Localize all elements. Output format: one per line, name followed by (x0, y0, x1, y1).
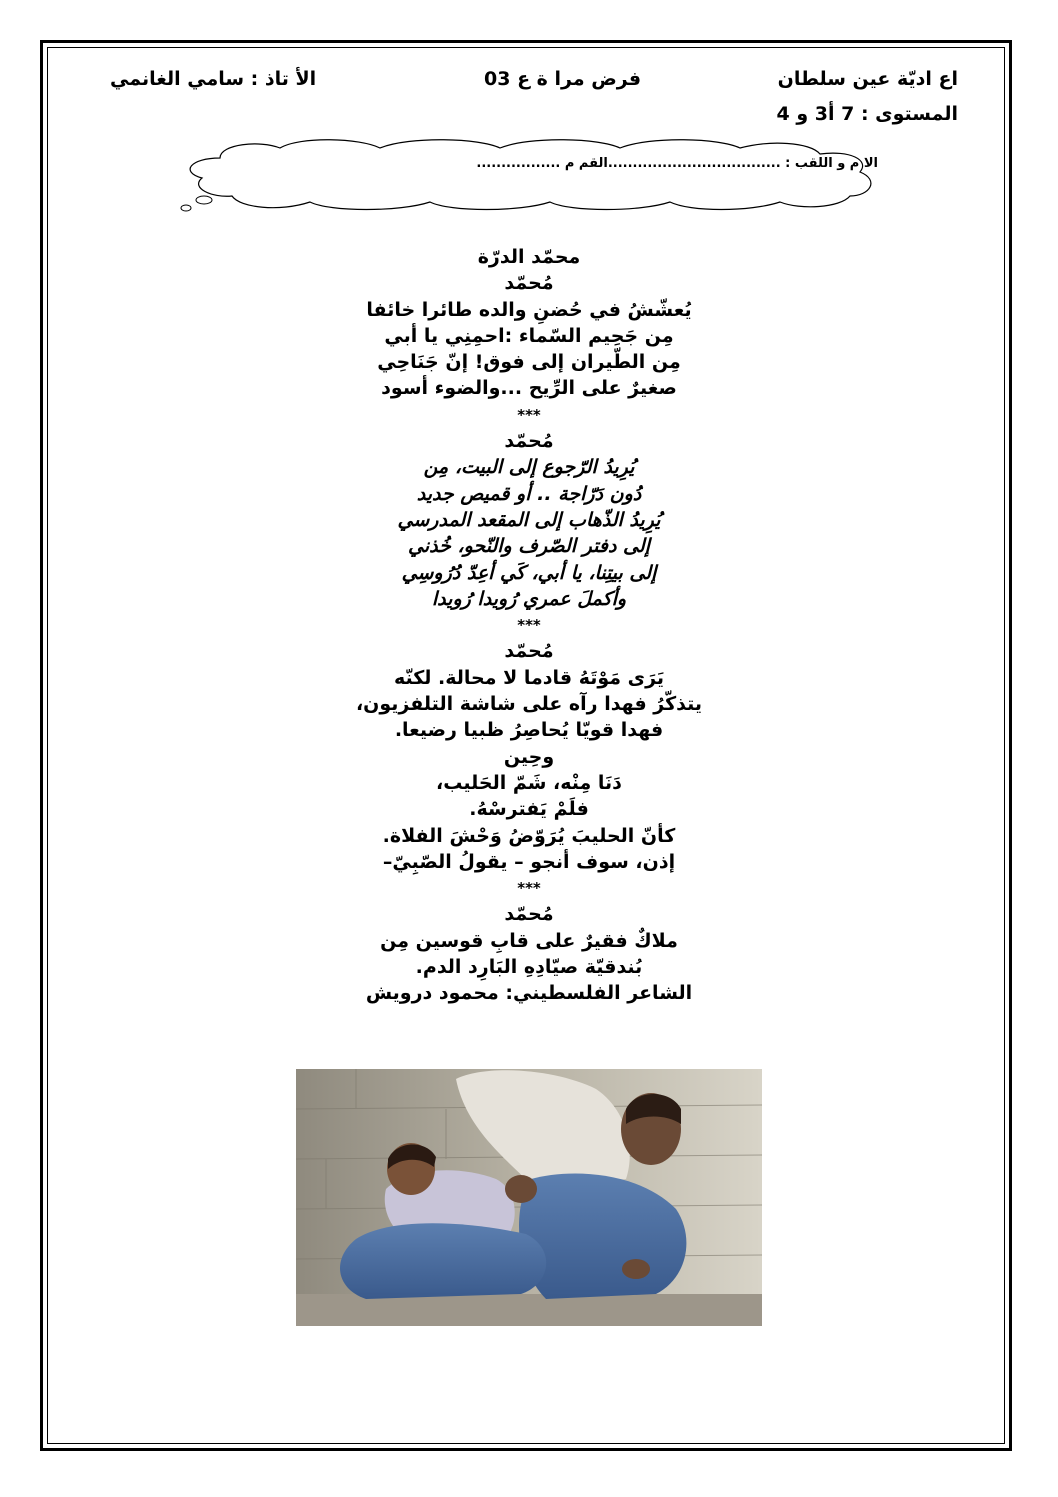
name-and-number-field: الا م و اللقب : ...................................القم م ................. (476, 156, 878, 171)
poem-line: دُون دَرّاجة .. أو قميص جديد (416, 482, 642, 505)
class-level: المستوى : 7 أ3 و 4 (776, 103, 958, 125)
photo-illustration (296, 1069, 762, 1326)
stanza-separator: *** (517, 616, 541, 635)
poem-line: فلَمْ يَفترسْهُ. (469, 798, 589, 821)
stanza-separator: *** (517, 405, 541, 424)
poem-line: وحِين (503, 745, 555, 768)
student-info-cloud (150, 136, 910, 216)
poem-line: مِن الطّيران إلى فوق! إنّ جَنَاحِي (377, 351, 681, 374)
poem-line: كأنّ الحليبَ يُرَوّضُ وَحْشَ الفلاة. (382, 824, 676, 847)
poet-signature: الشاعر الفلسطيني: محمود درويش (365, 982, 693, 1005)
poem (60, 244, 998, 1007)
teacher-name: الأ تاذ : سامي الغانمي (110, 68, 317, 90)
stanza-separator: *** (517, 879, 541, 898)
poem-line: إلى دفتر الصّرف والنّحو، خُذني (408, 535, 650, 558)
poem-line: فهدا قويّا يُحاصِرُ ظبيا رضيعا. (394, 719, 664, 742)
stanza-3 (60, 638, 998, 901)
poem-line: بُندقيّة صيّادِهِ البَارِد الدم. (415, 956, 643, 979)
poem-line: دَنَا مِنْه، شَمّ الحَليب، (436, 771, 622, 794)
news-photo (296, 1069, 762, 1326)
poem-line: مُحمّد (504, 430, 554, 453)
school-name: اع اديّة عين سلطان (777, 68, 958, 90)
poem-line: إذن، سوف أنجو – يقولُ الصّبِيّ– (382, 850, 676, 873)
cloud-shape (150, 136, 910, 216)
poem-title: محمّد الدرّة (477, 246, 581, 268)
poem-line: مُحمّد (504, 272, 554, 295)
poem-line: مُحمّد (504, 640, 554, 663)
poem-line: مِن جَحِيم السّماء :احمِنِي يا أبي (384, 324, 674, 347)
poem-line: يُرِيدُ الذّهاب إلى المقعد المدرسي (397, 508, 661, 531)
stanza-1 (60, 270, 998, 428)
poem-line: ملاكٌ فقيرٌ على قابِ قوسين مِن (380, 929, 678, 952)
poem-line: وأكملَ عمري رُويدا رُويدا (431, 587, 627, 610)
poem-line: يُعشّشُ في حُضنِ والده طائرا خائفا (366, 298, 692, 321)
poem-line: يتذكّرُ فهدا رآه على شاشة التلفزيون، (355, 693, 703, 716)
stanza-4 (60, 901, 998, 980)
poem-line: مُحمّد (504, 903, 554, 926)
poem-line: إلى بيتِنا، يا أبي، كَي أعِدّ دُرُوسِي (401, 561, 657, 584)
stanza-2 (60, 428, 998, 638)
poem-line: يُرِيدُ الرّجوع إلى البيت، مِن (423, 456, 635, 479)
exam-title: فرض مرا ة ع 03 (484, 68, 642, 90)
poem-line: صغيرٌ على الرِّيح ...والضوء أسود (381, 377, 677, 400)
poem-line: يَرَى مَوْتَهُ قادما لا محالة. لكنّه (393, 666, 665, 689)
